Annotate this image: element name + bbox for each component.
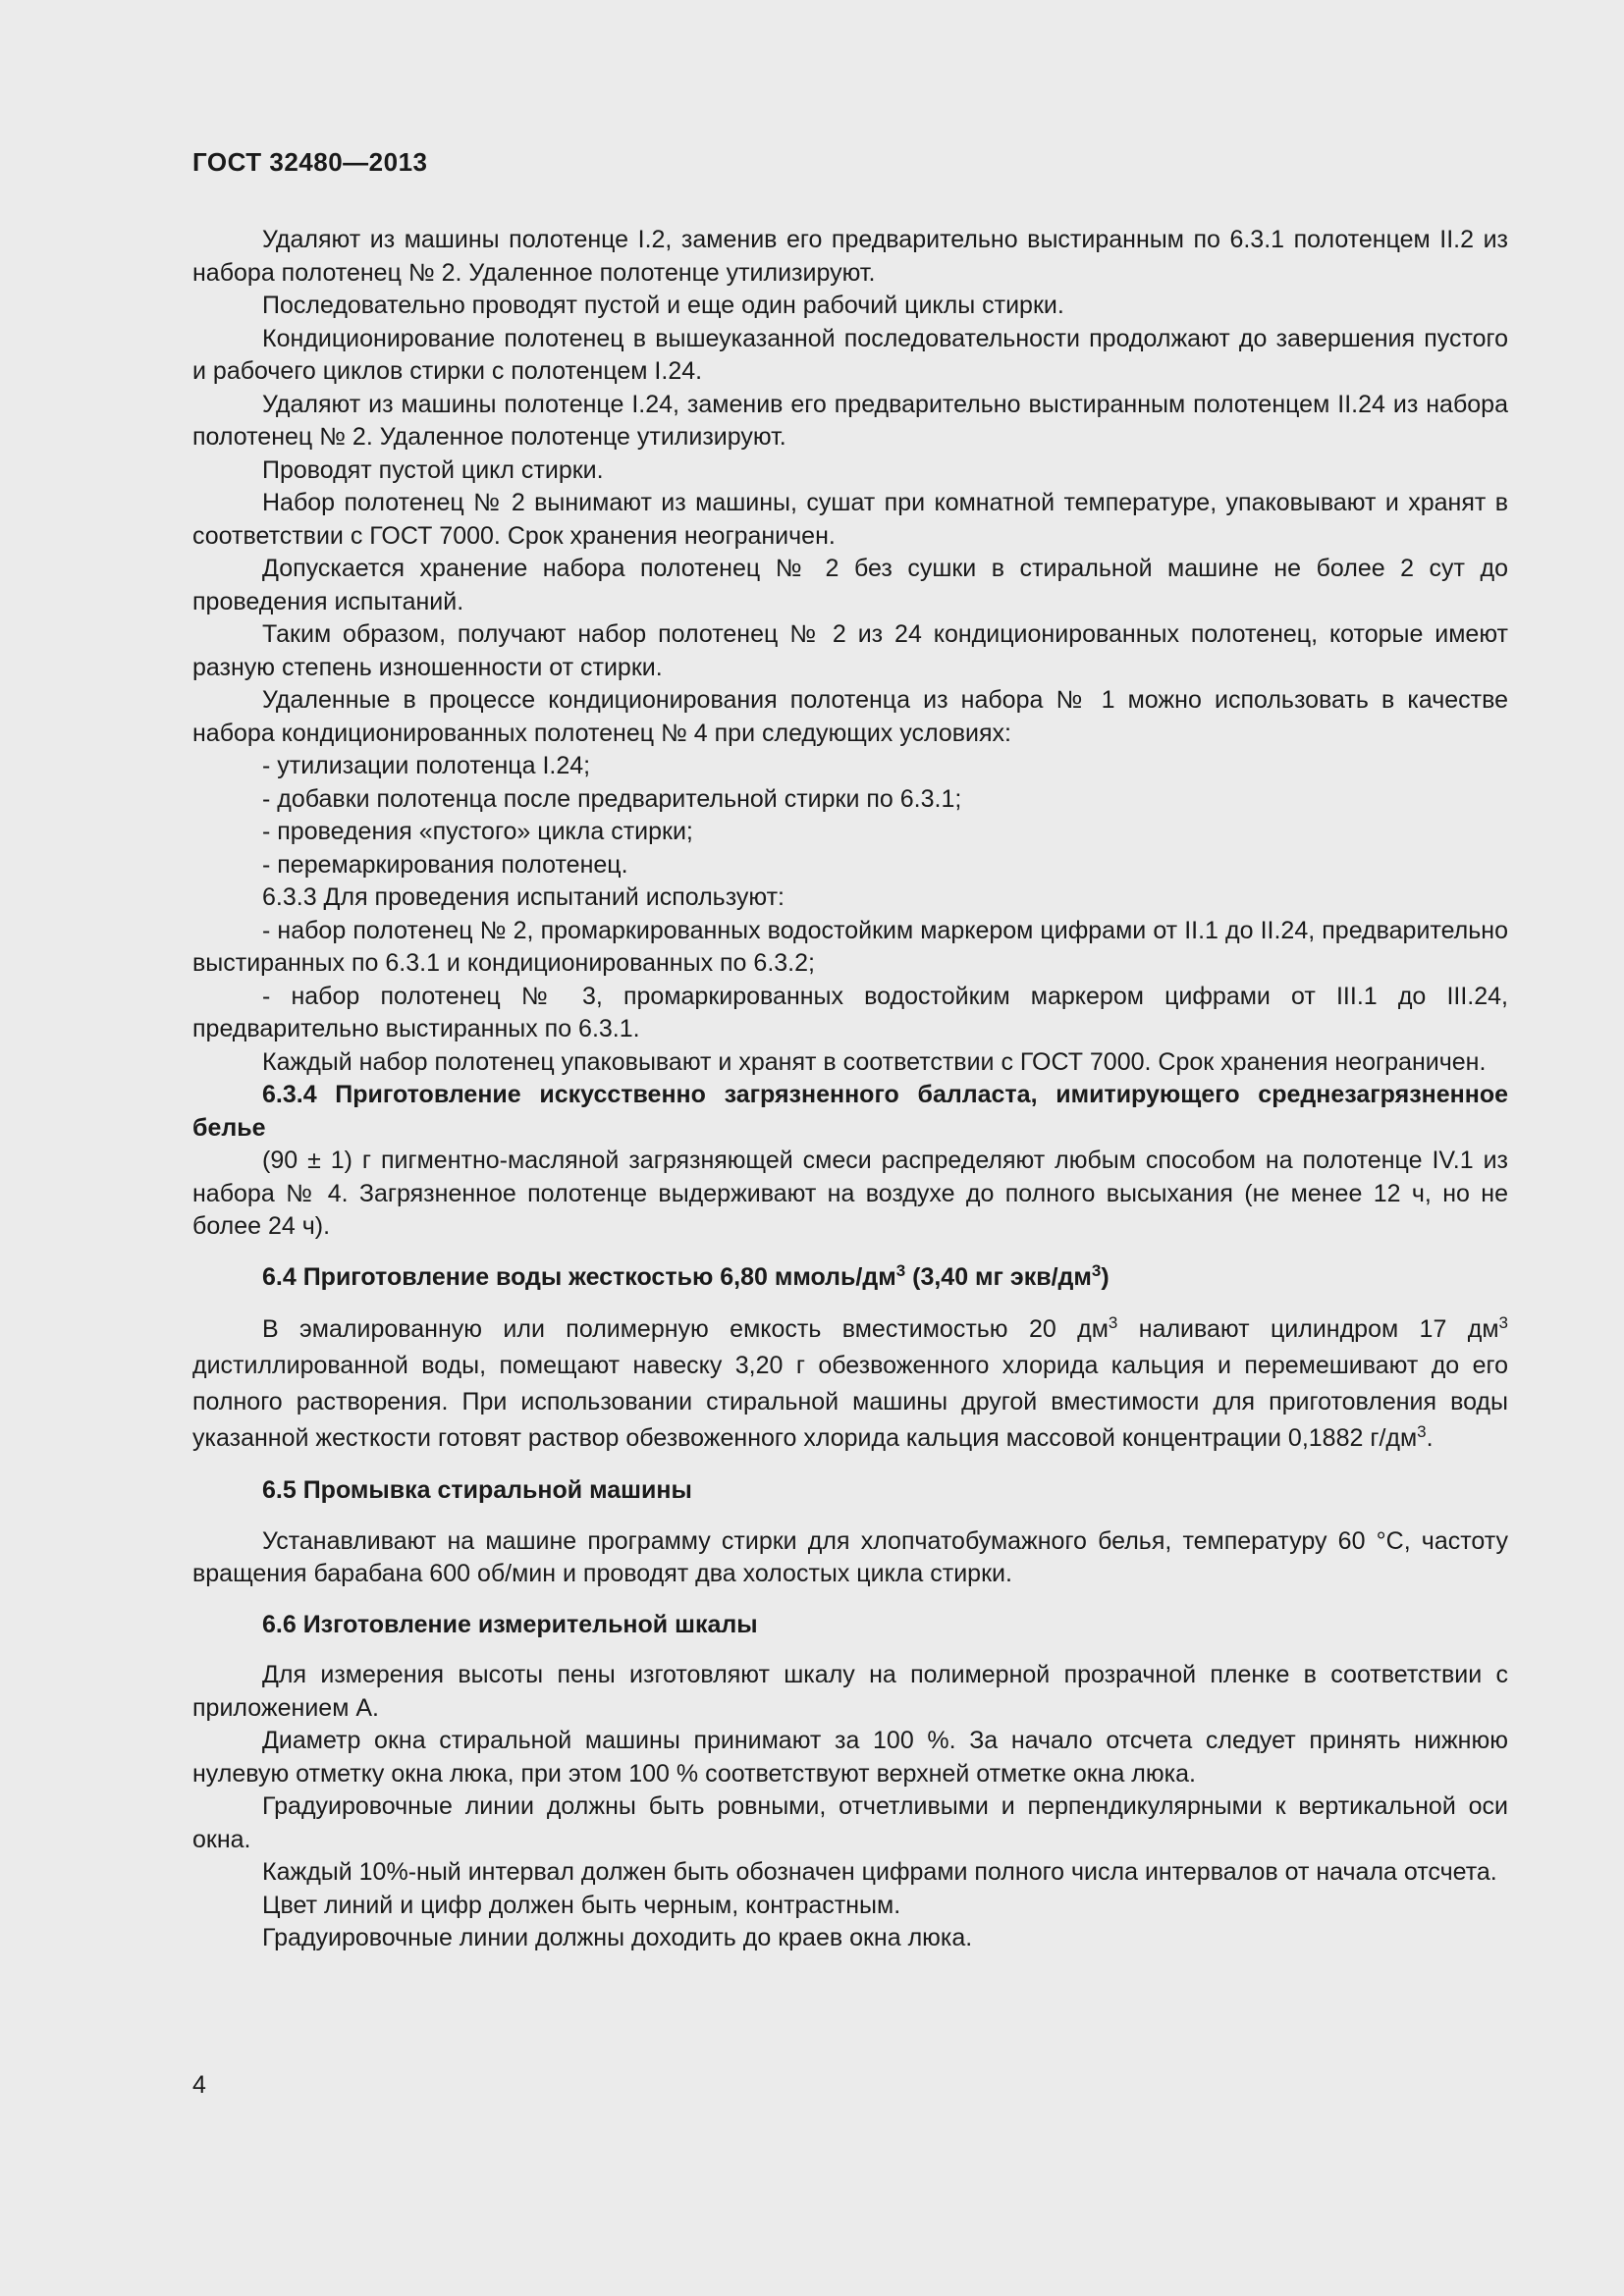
- paragraph: Градуировочные линии должны быть ровными, отчетливыми и перпендикулярными к вертикальной оси окна.: [192, 1792, 1508, 1853]
- paragraph: Цвет линий и цифр должен быть черным, контрастным.: [262, 1891, 901, 1919]
- section-6-4-text: В эмалированную или полимерную емкость вместимостью 20 $дм^3$ наливают цилиндром 17 $дм^3$ дистиллированной воды, помещают навеску 3,20 г обезвоженного хлорида кальция и перемешивают до его полного растворения. При использовании стиральной машины другой вместимости для приготовления воды указанной жесткости готовят раствор обезвоженного хлорида кальция массовой концентрации 0,1882 $г/дм^3$.: [192, 1313, 1508, 1452]
- paragraph: Кондиционирование полотенец в вышеуказанной последовательности продолжают до завершения пустого и рабочего циклов стирки с полотенцем I.24.: [192, 324, 1508, 385]
- paragraph: Диаметр окна стиральной машины принимают за 100 %. За начало отсчета следует принять нижнюю нулевую отметку окна люка, при этом 100 % соответствуют верхней отметке окна люка.: [192, 1727, 1508, 1788]
- page-number: 4: [192, 2071, 206, 2099]
- paragraph: Градуировочные линии должны доходить до краев окна люка.: [262, 1924, 973, 1951]
- paragraph: Каждый 10%-ный интервал должен быть обозначен цифрами полного числа интервалов от начала отсчета.: [262, 1858, 1497, 1886]
- section-6-5-title: 6.5 Промывка стиральной машины: [262, 1476, 692, 1504]
- paragraph: Удаляют из машины полотенце I.2, заменив его предварительно выстиранным по 6.3.1 полотенцем II.2 из набора полотенец № 2. Удаленное полотенце утилизируют.: [192, 226, 1508, 287]
- paragraph: Последовательно проводят пустой и еще один рабочий циклы стирки.: [262, 292, 1064, 319]
- list-item: - утилизации полотенца I.24;: [262, 752, 591, 779]
- list-item: - набор полотенец № 2, промаркированных водостойким маркером цифрами от II.1 до II.24, предварительно выстиранных по 6.3.1 и кондиционированных по 6.3.2;: [192, 916, 1508, 977]
- clause-6-3-4-title: 6.3.4 Приготовление искусственно загрязненного балласта, имитирующего среднезагрязненное белье: [192, 1081, 1508, 1142]
- document-body: [192, 224, 1508, 1955]
- paragraph: Удаленные в процессе кондиционирования полотенца из набора № 1 можно использовать в качестве набора кондиционированных полотенец № 4 при следующих условиях:: [192, 686, 1508, 747]
- paragraph: Удаляют из машины полотенце I.24, заменив его предварительно выстиранным полотенцем II.24 из набора полотенец № 2. Удаленное полотенце утилизируют.: [192, 390, 1508, 451]
- paragraph: Допускается хранение набора полотенец № 2 без сушки в стиральной машине не более 2 сут до проведения испытаний.: [192, 555, 1508, 615]
- list-item: - проведения «пустого» цикла стирки;: [262, 818, 693, 845]
- list-item: - набор полотенец № 3, промаркированных водостойким маркером цифрами от III.1 до III.24, предварительно выстиранных по 6.3.1.: [192, 982, 1508, 1042]
- paragraph: Каждый набор полотенец упаковывают и хранят в соответствии с ГОСТ 7000. Срок хранения неограничен.: [262, 1047, 1487, 1076]
- section-6-6-title: 6.6 Изготовление измерительной шкалы: [262, 1610, 758, 1638]
- document-header: ГОСТ 32480—2013: [192, 147, 428, 177]
- paragraph: Набор полотенец № 2 вынимают из машины, сушат при комнатной температуре, упаковывают и хранят в соответствии с ГОСТ 7000. Срок хранения неограничен.: [192, 489, 1508, 550]
- list-item: - перемаркирования полотенец.: [262, 850, 628, 879]
- paragraph: (90 ± 1) г пигментно-масляной загрязняющей смеси распределяют любым способом на полотенце IV.1 из набора № 4. Загрязненное полотенце выдерживают на воздухе до полного высыхания (не менее 12 ч, но не более 24 ч).: [192, 1147, 1508, 1240]
- paragraph: Для измерения высоты пены изготовляют шкалу на полимерной прозрачной пленке в соответствии с приложением А.: [192, 1661, 1508, 1722]
- paragraph: Проводят пустой цикл стирки.: [262, 455, 604, 484]
- section-6-5-text: Устанавливают на машине программу стирки для хлопчатобумажного белья, температуру 60 °С, частоту вращения барабана 600 об/мин и проводят два холостых цикла стирки.: [192, 1526, 1508, 1587]
- section-6-4-title: 6.4 Приготовление воды жесткостью 6,80 ммоль/$дм^3$ (3,40 мг экв/$дм^3$): [262, 1260, 1110, 1291]
- clause-6-3-3: 6.3.3 Для проведения испытаний используют:: [262, 883, 785, 911]
- list-item: - добавки полотенца после предварительной стирки по 6.3.1;: [262, 784, 962, 813]
- paragraph: Таким образом, получают набор полотенец № 2 из 24 кондиционированных полотенец, которые имеют разную степень изношенности от стирки.: [192, 620, 1508, 681]
